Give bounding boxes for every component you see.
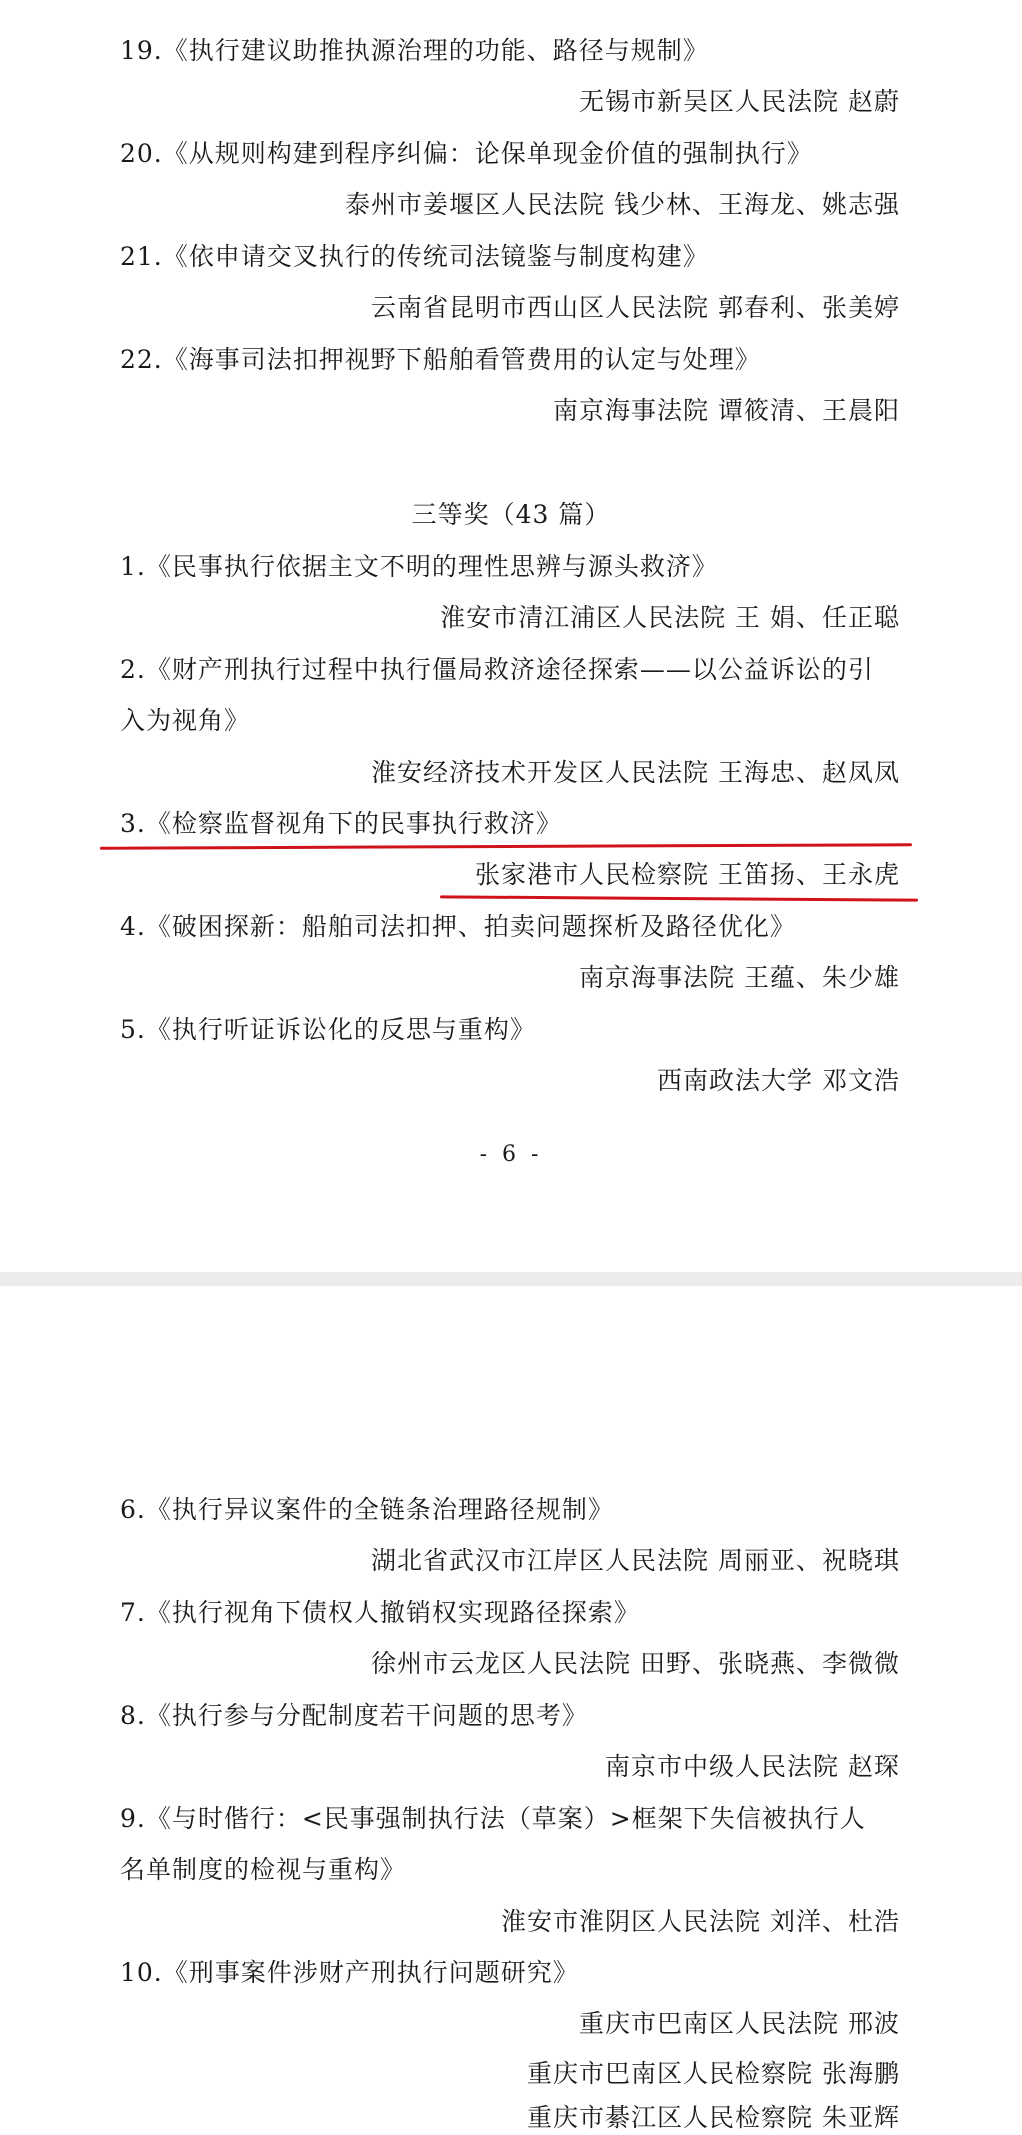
page-number: - 6 - — [479, 1142, 543, 1167]
entry-byline: 南京市中级人民法院 赵琛 — [605, 1752, 900, 1781]
entry-title: 6.《执行异议案件的全链条治理路径规制》 — [120, 1495, 614, 1524]
entry-byline: 泰州市姜堰区人民法院 钱少林、王海龙、姚志强 — [345, 190, 900, 219]
entry-byline: 南京海事法院 谭筱清、王晨阳 — [553, 396, 900, 425]
document-page-7 — [0, 1286, 1022, 2132]
entry-title: 20.《从规则构建到程序纠偏：论保单现金价值的强制执行》 — [120, 139, 813, 168]
entry-title-continued: 名单制度的检视与重构》 — [120, 1855, 407, 1884]
entry-byline: 湖北省武汉市江岸区人民法院 周丽亚、祝晓琪 — [371, 1546, 900, 1575]
section-heading-third-prize: 三等奖（43 篇） — [411, 500, 611, 529]
entry-byline: 西南政法大学 邓文浩 — [657, 1066, 900, 1095]
entry-title: 2.《财产刑执行过程中执行僵局救济途径探索——以公益诉讼的引 — [120, 655, 874, 684]
entry-title-continued: 入为视角》 — [120, 706, 251, 735]
entry-byline: 云南省昆明市西山区人民法院 郭春利、张美婷 — [371, 293, 900, 322]
entry-title: 19.《执行建议助推执源治理的功能、路径与规制》 — [120, 36, 709, 65]
entry-title: 4.《破困探新：船舶司法扣押、拍卖问题探析及路径优化》 — [120, 912, 796, 941]
entry-byline: 南京海事法院 王蕴、朱少雄 — [579, 963, 900, 992]
entry-byline: 徐州市云龙区人民法院 田野、张晓燕、李微微 — [371, 1649, 900, 1678]
entry-title: 7.《执行视角下债权人撤销权实现路径探索》 — [120, 1598, 640, 1627]
entry-title: 21.《依申请交叉执行的传统司法镜鉴与制度构建》 — [120, 242, 709, 271]
entry-byline: 重庆市巴南区人民法院 邢波 — [579, 2009, 900, 2038]
entry-title: 5.《执行听证诉讼化的反思与重构》 — [120, 1015, 536, 1044]
entry-title: 10.《刑事案件涉财产刑执行问题研究》 — [120, 1958, 579, 1987]
entry-title: 1.《民事执行依据主文不明的理性思辨与源头救济》 — [120, 552, 718, 581]
entry-title-highlighted: 3.《检察监督视角下的民事执行救济》 — [120, 809, 562, 838]
entry-byline: 淮安市淮阴区人民法院 刘洋、杜浩 — [501, 1907, 900, 1936]
entry-title: 22.《海事司法扣押视野下船舶看管费用的认定与处理》 — [120, 345, 761, 374]
entry-title: 9.《与时偕行：<民事强制执行法（草案）>框架下失信被执行人 — [120, 1804, 866, 1833]
entry-title: 8.《执行参与分配制度若干问题的思考》 — [120, 1701, 588, 1730]
entry-byline: 淮安市清江浦区人民法院 王 娟、任正聪 — [440, 603, 900, 632]
red-underline-annotation — [440, 895, 918, 901]
page-separator — [0, 1272, 1022, 1286]
entry-byline: 无锡市新吴区人民法院 赵蔚 — [579, 87, 900, 116]
red-underline-annotation — [100, 843, 912, 850]
entry-byline-highlighted: 张家港市人民检察院 王笛扬、王永虎 — [475, 860, 900, 889]
entry-byline: 淮安经济技术开发区人民法院 王海忠、赵凤凤 — [371, 758, 900, 787]
entry-byline-cut-off: 重庆市綦江区人民检察院 朱亚辉 — [527, 2103, 900, 2132]
entry-byline: 重庆市巴南区人民检察院 张海鹏 — [527, 2059, 900, 2088]
